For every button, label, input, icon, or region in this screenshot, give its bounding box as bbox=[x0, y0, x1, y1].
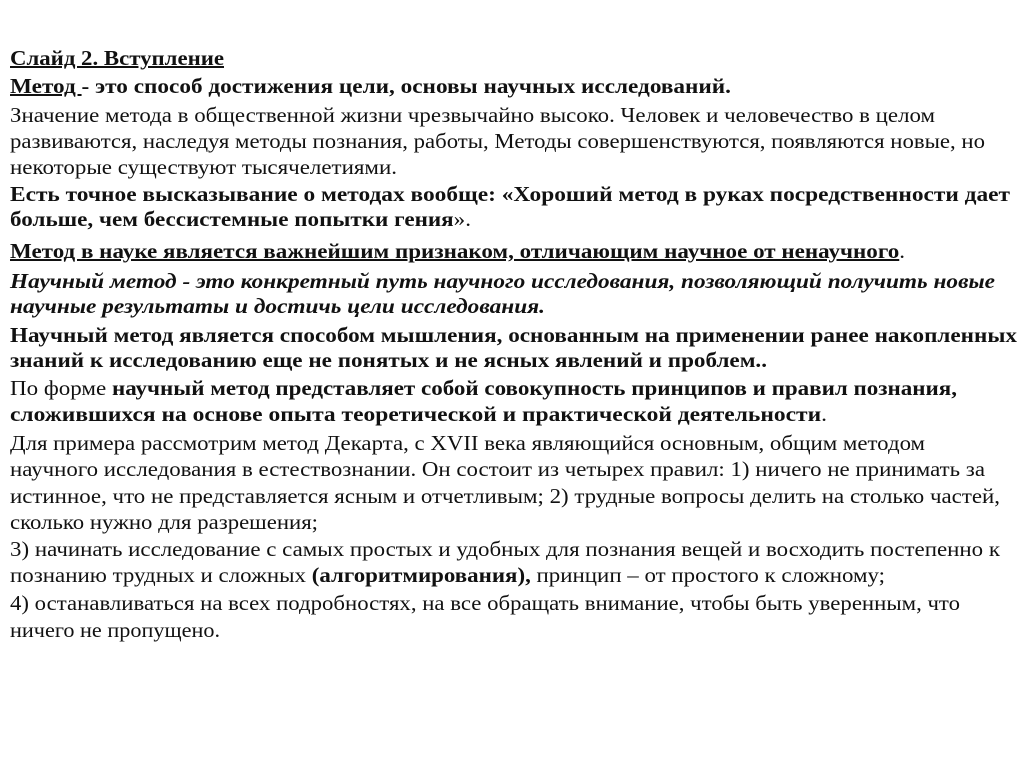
text-segment: ». bbox=[453, 207, 471, 231]
text-segment: Значение метода в общественной жизни чрезвычайно высоко. Человек и человечество в целом bbox=[10, 103, 935, 127]
text-segment: принцип – от простого к сложному; bbox=[530, 563, 886, 587]
text-segment: истинное, что не представляется ясным и отчетливым; 2) трудные вопросы делить на столько частей, bbox=[10, 484, 1000, 508]
text-line bbox=[10, 74, 731, 98]
text-line bbox=[10, 103, 935, 127]
text-segment: Метод bbox=[10, 74, 82, 98]
text-line bbox=[10, 484, 1000, 508]
text-line bbox=[10, 591, 960, 615]
text-segment: . bbox=[899, 239, 906, 263]
text-segment: 4) останавливаться на всех подробностях, на все обращать внимание, чтобы быть уверенным, что bbox=[10, 591, 960, 615]
text-segment: сколько нужно для разрешения; bbox=[10, 510, 318, 534]
text-line bbox=[10, 618, 220, 642]
text-segment: сложившихся на основе опыта теоретической и практической деятельности bbox=[10, 402, 822, 426]
text-segment: - это способ достижения цели, основы научных исследований. bbox=[81, 74, 732, 98]
text-line bbox=[10, 431, 925, 455]
text-line bbox=[10, 510, 318, 534]
text-segment: знаний к исследованию еще не понятых и не ясных явлений и проблем.. bbox=[10, 348, 767, 372]
text-line bbox=[10, 129, 985, 153]
text-line bbox=[10, 563, 885, 587]
text-segment: больше, чем бессистемные попытки гения bbox=[10, 207, 454, 231]
text-segment: (алгоритмирования), bbox=[311, 563, 531, 587]
text-line bbox=[10, 182, 1010, 206]
text-line bbox=[10, 323, 1017, 347]
text-line bbox=[10, 376, 957, 400]
text-segment: Научный метод является способом мышления, основанным на применении ранее накопленных bbox=[10, 323, 1017, 347]
text-line bbox=[10, 269, 995, 293]
text-segment: 3) начинать исследование с самых простых и удобных для познания вещей и восходить постепенно к bbox=[10, 537, 1000, 561]
text-line bbox=[10, 402, 827, 426]
text-segment: научный метод представляет собой совокупность принципов и правил познания, bbox=[111, 376, 958, 400]
text-segment: ничего не пропущено. bbox=[10, 618, 220, 642]
text-line bbox=[10, 457, 985, 481]
text-line bbox=[10, 155, 397, 179]
text-line bbox=[10, 294, 545, 318]
text-line bbox=[10, 239, 905, 263]
text-line bbox=[10, 537, 1000, 561]
text-segment: развиваются, наследуя методы познания, работы, Методы совершенствуются, появляются новые, но bbox=[10, 129, 985, 153]
text-segment: Научный метод - это конкретный путь научного исследования, позволяющий получить новые bbox=[10, 269, 995, 293]
text-line bbox=[10, 348, 767, 372]
text-segment: По форме bbox=[10, 376, 112, 400]
text-segment: Слайд 2. Вступление bbox=[10, 46, 224, 70]
text-line bbox=[10, 46, 224, 70]
text-segment: . bbox=[821, 402, 827, 426]
text-segment: Метод в науке является важнейшим признаком, отличающим научное от ненаучного bbox=[10, 239, 900, 263]
text-segment: научные результаты и достичь цели исследования. bbox=[10, 294, 545, 318]
text-segment: научного исследования в естествознании. Он состоит из четырех правил: 1) ничего не принимать за bbox=[10, 457, 985, 481]
text-segment: некоторые существуют тысячелетиями. bbox=[10, 155, 397, 179]
text-segment: Есть точное высказывание о методах вообще: «Хороший метод в руках посредственности дает bbox=[10, 182, 1010, 206]
text-segment: Для примера рассмотрим метод Декарта, с XVII века являющийся основным, общим методом bbox=[10, 431, 925, 455]
text-segment: познанию трудных и сложных bbox=[10, 563, 312, 587]
text-line bbox=[10, 207, 471, 231]
